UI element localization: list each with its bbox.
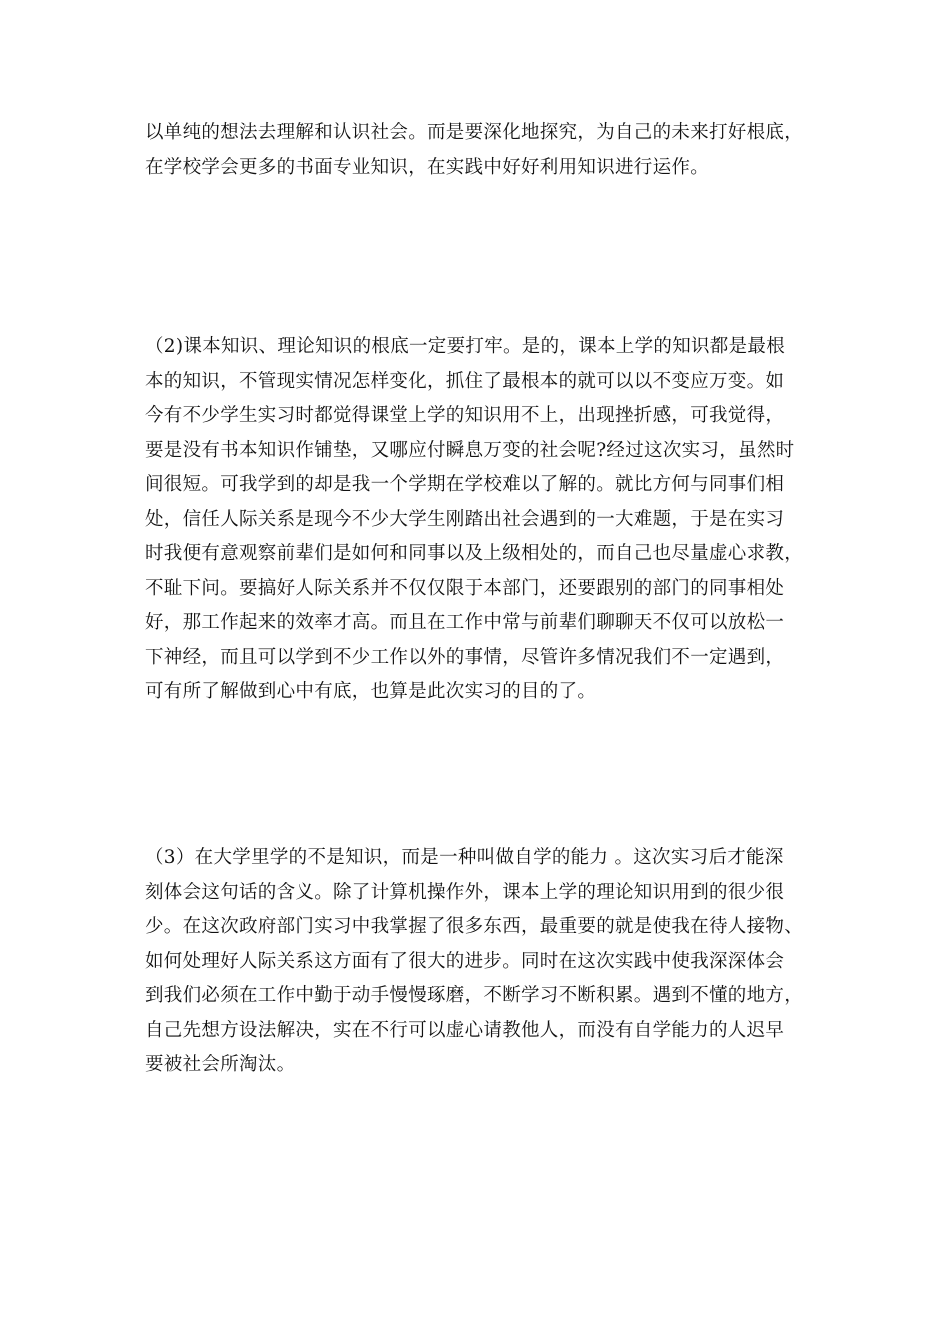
text-line: 以单纯的想法去理解和认识社会。而是要深化地探究，为自己的未来打好根底， [145,122,804,143]
text-line: 本的知识，不管现实情况怎样变化，抓住了最根本的就可以以不变应万变。如 [145,370,785,392]
text-line: 要被社会所淘汰。 [145,1054,296,1075]
text-line: 不耻下问。要搞好人际关系并不仅仅限于本部门，还要跟别的部门的同事相处 [145,577,785,599]
text-line: 要是没有书本知识作铺垫，又哪应付瞬息万变的社会呢?经过这次实习，虽然时 [145,439,795,461]
paragraph-3 [145,841,810,1083]
text-line: 在学校学会更多的书面专业知识，在实践中好好利用知识进行运作。 [145,156,710,178]
paragraph-2 [145,330,810,710]
text-line: 下神经，而且可以学到不少工作以外的事情，尽管许多情况我们不一定遇到， [145,646,785,668]
text-line: 今有不少学生实习时都觉得课堂上学的知识用不上，出现挫折感，可我觉得， [145,405,785,426]
text-line: （2)课本知识、理论知识的根底一定要打牢。是的，课本上学的知识都是最根 [145,336,785,357]
text-line: 少。在这次政府部门实习中我掌握了很多东西，最重要的就是使我在待人接物、 [145,916,804,937]
text-line: 刻体会这句话的含义。除了计算机操作外，课本上学的理论知识用到的很少很 [145,881,785,903]
text-line: 处，信任人际关系是现今不少大学生刚踏出社会遇到的一大难题，于是在实习 [145,508,785,530]
text-line: 如何处理好人际关系这方面有了很大的进步。同时在这次实践中使我深深体会 [145,950,785,972]
text-line: 到我们必须在工作中勤于动手慢慢琢磨，不断学习不断积累。遇到不懂的地方， [145,985,804,1006]
text-line: 间很短。可我学到的却是我一个学期在学校难以了解的。就比方何与同事们相 [145,474,785,495]
paragraph-1 [145,116,810,185]
text-line: 好，那工作起来的效率才高。而且在工作中常与前辈们聊聊天不仅可以放松一 [145,612,785,633]
text-line: 可有所了解做到心中有底，也算是此次实习的目的了。 [145,681,597,702]
text-line: 时我便有意观察前辈们是如何和同事以及上级相处的，而自己也尽量虚心求教， [145,543,804,564]
text-line: 自己先想方设法解决，实在不行可以虚心请教他人，而没有自学能力的人迟早 [145,1019,785,1041]
text-line: （3）在大学里学的不是知识，而是一种叫做自学的能力 。这次实习后才能深 [145,847,784,868]
